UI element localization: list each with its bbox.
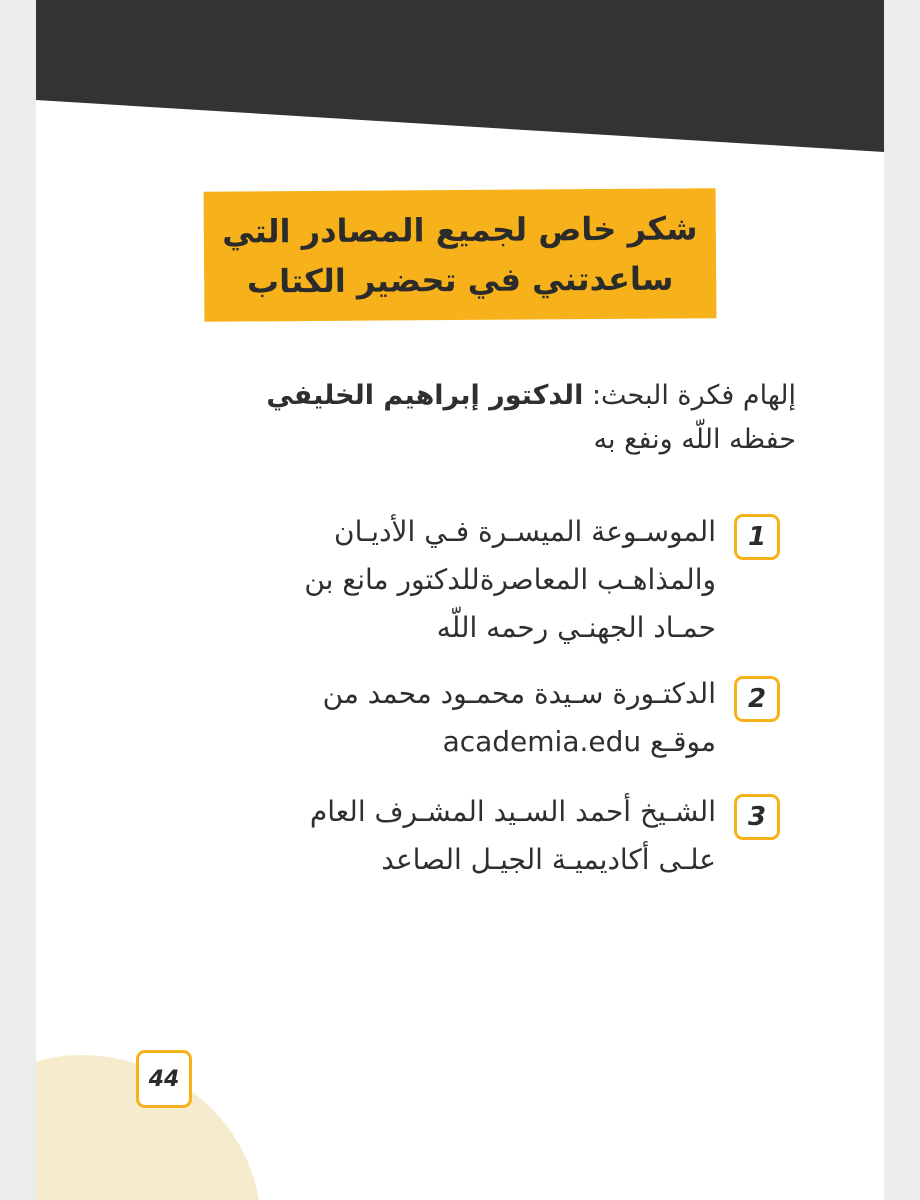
item-number-badge: 1	[734, 514, 780, 560]
source-item	[220, 508, 780, 652]
inspiration-name: الدكتور إبراهيم الخليفي	[266, 380, 584, 411]
source-line: الموسـوعة الميسـرة فـي الأديـان	[334, 515, 716, 548]
item-number-badge: 2	[734, 676, 780, 722]
research-inspiration	[196, 374, 796, 462]
source-item	[220, 788, 780, 884]
source-line: الشـيخ أحمد السـيد المشـرف العام	[309, 795, 716, 828]
acknowledgement-banner	[204, 188, 717, 322]
source-item	[220, 670, 780, 766]
top-dark-band	[36, 0, 884, 160]
inspiration-label: إلهام فكرة البحث:	[591, 380, 796, 411]
book-page	[36, 0, 884, 1200]
source-line: والمذاهـب المعاصرةللدكتور مانع بن	[304, 563, 716, 596]
inspiration-blessing: حفظه اللّه ونفع به	[593, 424, 796, 455]
source-text	[226, 508, 716, 652]
banner-title-line-2: ساعدتني في تحضير الكتاب	[246, 259, 674, 301]
item-number-badge: 3	[734, 794, 780, 840]
source-text	[226, 670, 716, 766]
source-line: موقـع academia.edu	[442, 725, 716, 758]
source-text	[226, 788, 716, 884]
source-line: حمـاد الجهنـي رحمه اللّه	[436, 611, 716, 644]
source-line: علـى أكاديميـة الجيـل الصاعد	[381, 843, 716, 876]
source-line: الدكتـورة سـيدة محمـود محمد من	[322, 677, 716, 710]
banner-title-line-1: شكر خاص لجميع المصادر التي	[222, 209, 698, 251]
page-number-badge: 44	[136, 1050, 192, 1108]
